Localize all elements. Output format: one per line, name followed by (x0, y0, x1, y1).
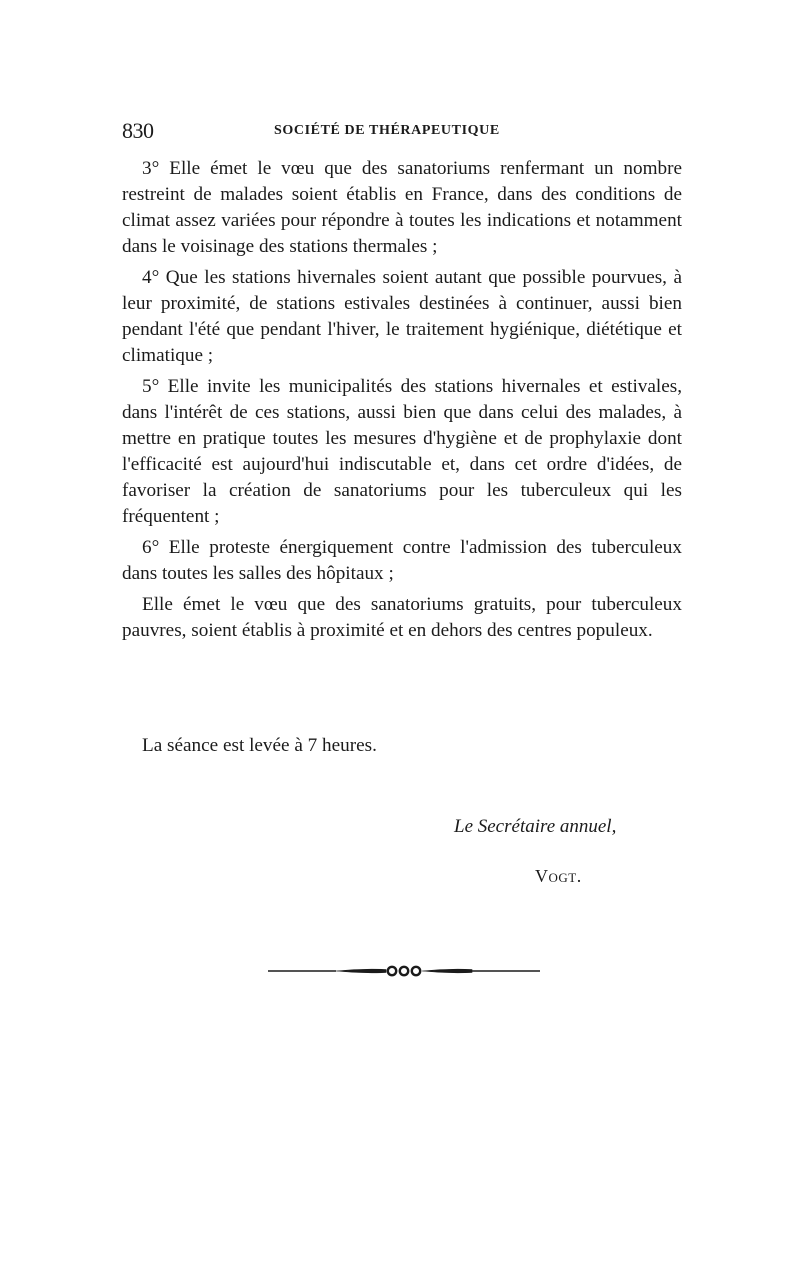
signature-name: Vogt. (535, 866, 582, 886)
running-title: SOCIÉTÉ DE THÉRAPEUTIQUE (274, 123, 500, 138)
fleuron-divider-icon (266, 960, 542, 982)
running-header (122, 118, 682, 144)
closing-line: La séance est levée à 7 heures. (142, 735, 377, 756)
signature-role: Le Secrétaire annuel, (454, 816, 617, 837)
page-number: 830 (122, 118, 154, 143)
paragraph-final-wish: Elle émet le vœu que des sanatoriums gratuits, pour tuberculeux pauvres, soient établis à proximité et en dehors des centres populeux. (122, 594, 682, 641)
paragraph-resolution-6: 6° Elle proteste énergiquement contre l'admission des tuberculeux dans toutes les salles des hôpitaux ; (122, 537, 682, 584)
paragraph-resolution-5: 5° Elle invite les municipalités des stations hivernales et estivales, dans l'intérêt de ces stations, aussi bien que dans celui des malades, à mettre en pratique toutes les mesures d'hygiène et de prophylaxie dont l'efficacité est aujourd'hui indiscutable et, dans cet ordre d'idées, de favoriser la création de sanatoriums pour les tuberculeux qui les fréquentent ; (122, 376, 682, 527)
body-text (122, 156, 682, 649)
paragraph-resolution-4: 4° Que les stations hivernales soient autant que possible pourvues, à leur proximité, de stations estivales destinées à continuer, aussi bien pendant l'été que pendant l'hiver, le traitement hygiénique, diététique et climatique ; (122, 267, 682, 366)
paragraph-resolution-3: 3° Elle émet le vœu que des sanatoriums renfermant un nombre restreint de malades soient établis en France, dans des conditions de climat assez variées pour répondre à toutes les indications et notamment dans le voisinage des stations thermales ; (122, 158, 682, 257)
